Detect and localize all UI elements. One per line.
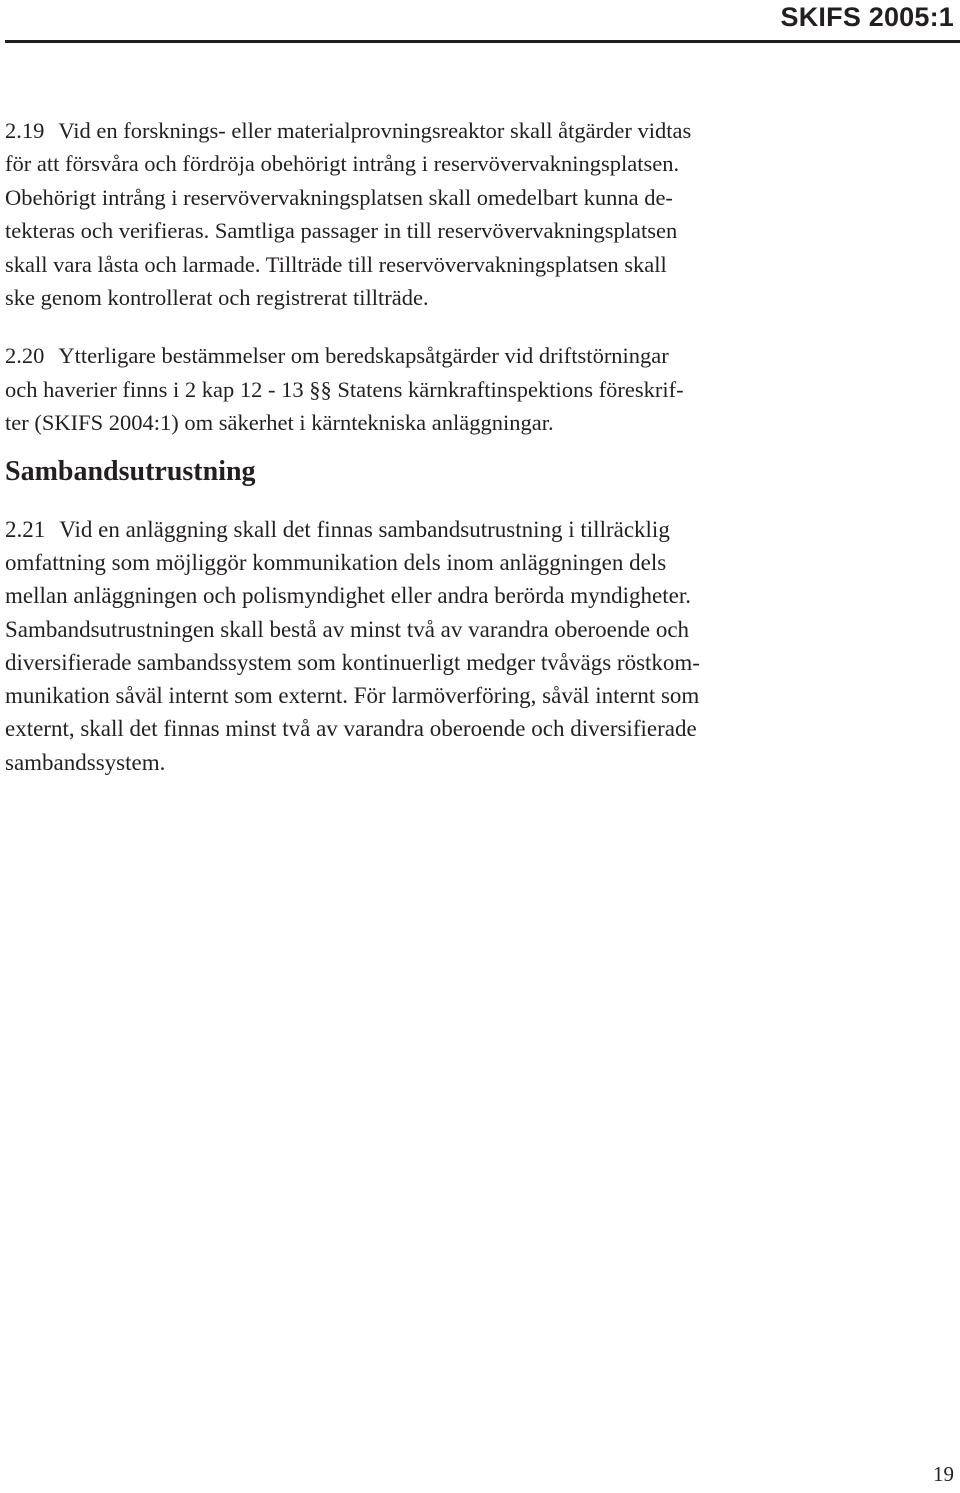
paragraph-line-text: Ytterligare bestämmelser om beredskapsåtgärder vid driftstörningar (58, 343, 669, 369)
paragraph-line: diversifierade sambandssystem som kontinuerligt medger tvåvägs röstkom- (5, 649, 700, 675)
page-number: 19 (933, 1462, 954, 1486)
section-number: 2.19 (5, 118, 45, 143)
section-heading: Sambandsutrustning (5, 455, 256, 487)
paragraph-line: sambandssystem. (5, 749, 166, 775)
section-number: 2.20 (5, 343, 45, 369)
paragraph-line: för att försvåra och fördröja obehörigt intrång i reservövervakningsplatsen. (5, 151, 680, 177)
paragraph-line (5, 339, 841, 372)
paragraph-line: ter (SKIFS 2004:1) om säkerhet i kärntekniska anläggningar. (5, 410, 554, 436)
paragraph-line: Obehörigt intrång i reservövervakningsplatsen skall omedelbart kunna de- (5, 184, 673, 210)
paragraph-line: ske genom kontrollerat och registrerat tillträde. (5, 285, 429, 311)
paragraph-line-text: Vid en forsknings- eller materialprovningsreaktor skall åtgärder vidtas (58, 118, 692, 143)
paragraph-line: omfattning som möjliggör kommunikation dels inom anläggningen dels (5, 549, 667, 575)
header-rule (5, 40, 960, 43)
paragraph-line: tekteras och verifieras. Samtliga passager in till reservövervakningsplatsen (5, 218, 678, 244)
paragraph-2-20 (5, 339, 841, 439)
paragraph-2-19 (5, 114, 841, 314)
paragraph-2-21 (5, 513, 841, 779)
paragraph-line (5, 114, 841, 147)
paragraph-line-text: Vid en anläggning skall det finnas sambandsutrustning i tillräcklig (59, 516, 670, 542)
paragraph-line: skall vara låsta och larmade. Tillträde till reservövervakningsplatsen skall (5, 251, 667, 277)
page-body (5, 114, 841, 804)
paragraph-line: Sambandsutrustningen skall bestå av minst två av varandra oberoende och (5, 616, 690, 642)
paragraph-line: och haverier finns i 2 kap 12 - 13 §§ Statens kärnkraftinspektions föreskrif- (5, 376, 684, 402)
paragraph-line: munikation såväl internt som externt. För larmöverföring, såväl internt som (5, 683, 700, 709)
paragraph-line: mellan anläggningen och polismyndighet eller andra berörda myndigheter. (5, 583, 691, 609)
paragraph-line: externt, skall det finnas minst två av varandra oberoende och diversifierade (5, 716, 697, 742)
paragraph-line (5, 513, 841, 546)
section-number: 2.21 (5, 516, 46, 542)
running-header-doc-code: SKIFS 2005:1 (780, 2, 954, 32)
